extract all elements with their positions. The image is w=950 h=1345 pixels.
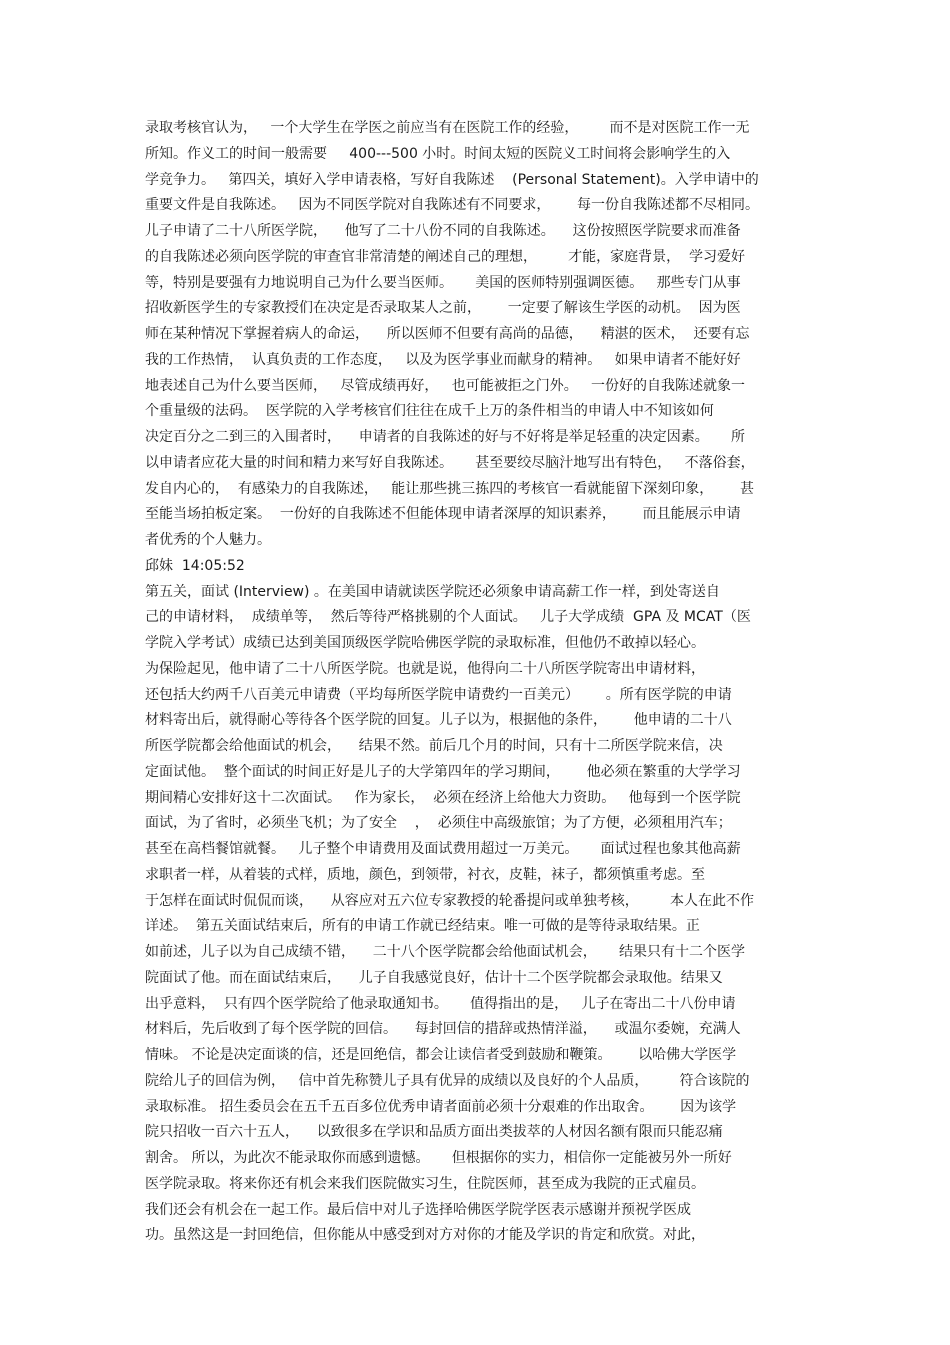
text-line: 于怎样在面试时侃侃而谈， 从容应对五六位专家教授的轮番提问或单独考核， 本人在此不作	[145, 892, 754, 909]
text-line: 儿子申请了二十八所医学院， 他写了二十八份不同的自我陈述。 这份按照医学院要求而准备	[145, 223, 741, 239]
text-line: 我的工作热情， 认真负责的工作态度， 以及为医学事业而献身的精神。 如果申请者不能好好	[145, 351, 741, 368]
text-line: 的自我陈述必须向医学院的审查官非常清楚的阐述自己的理想， 才能，家庭背景， 学习爱好	[145, 248, 746, 265]
text-line: 招收新医学生的专家教授们在决定是否录取某人之前， 一定要了解该生学医的动机。 因为医	[145, 300, 741, 317]
text-line: 录取考核官认为， 一个大学生在学医之前应当有在医院工作的经验， 而不是对医院工作一无	[145, 120, 750, 136]
text-line: 情味。 不论是决定面谈的信，还是回绝信，都会让读信者受到鼓励和鞭策。 以哈佛大学医学	[145, 1047, 737, 1063]
text-line: 重要文件是自我陈述。 因为不同医学院对自我陈述有不同要求， 每一份自我陈述都不尽相同。	[145, 197, 760, 214]
text-line: 如前述，儿子以为自己成绩不错， 二十八个医学院都会给他面试机会， 结果只有十二个医学	[145, 944, 746, 960]
text-line: 地表述自己为什么要当医师， 尽管成绩再好， 也可能被拒之门外。 一份好的自我陈述就象一	[145, 377, 746, 394]
text-line: 面试，为了省时，必须坐飞机；为了安全 ， 必须住中高级旅馆；为了方便，必须租用汽车；	[145, 815, 732, 832]
text-line: 院只招收一百六十五人， 以致很多在学识和品质方面出类拔萃的人材因名额有限而只能忍痛	[145, 1124, 723, 1141]
text-line: 功。虽然这是一封回绝信，但你能从中感受到对方对你的才能及学识的肯定和欣赏。对此，	[145, 1227, 705, 1244]
text-line: 期间精心安排好这十二次面试。 作为家长， 必须在经济上给他大力资助。 他每到一个医学院	[145, 789, 741, 806]
text-line: 为保险起见，他申请了二十八所医学院。也就是说，他得向二十八所医学院寄出申请材料，	[145, 660, 705, 677]
text-line: 出乎意料， 只有四个医学院给了他录取通知书。 值得指出的是， 儿子在寄出二十八份申请	[145, 995, 736, 1012]
text-line: 学竞争力。 第四关，填好入学申请表格，写好自我陈述 (Personal Statement)。入学申请中的	[145, 171, 759, 188]
text-line: 等，特别是要强有力地说明自己为什么要当医师。 美国的医师特别强调医德。 那些专门从事	[145, 274, 741, 291]
document-text-block	[145, 116, 815, 1249]
text-line: 以申请者应花大量的时间和精力来写好自我陈述。 甚至要绞尽脑汁地写出有特色， 不落俗套，	[145, 454, 755, 471]
text-line: 医学院录取。将来你还有机会来我们医院做实习生，住院医师，甚至成为我院的正式雇员。	[145, 1175, 705, 1192]
text-line: 己的申请材料， 成绩单等， 然后等待严格挑剔的个人面试。 儿子大学成绩 GPA 及 MCAT（医	[145, 609, 751, 626]
text-line: 所医学院都会给他面试的机会， 结果不然。前后几个月的时间，只有十二所医学院来信，决	[145, 738, 723, 754]
text-line: 第五关，面试 (Interview) 。在美国申请就读医学院还必须象申请高薪工作一样，到处寄送自	[145, 583, 720, 600]
text-line: 发自内心的， 有感染力的自我陈述， 能让那些挑三拣四的考核官一看就能留下深刻印象， 甚	[145, 480, 754, 497]
text-line: 我们还会有机会在一起工作。最后信中对儿子选择哈佛医学院学医表示感谢并预祝学医成	[145, 1201, 691, 1218]
text-line: 院面试了他。而在面试结束后， 儿子自我感觉良好，估计十二个医学院都会录取他。结果又	[145, 969, 723, 986]
text-line: 师在某种情况下掌握着病人的命运， 所以医师不但要有高尚的品德， 精湛的医术， 还要有忘	[145, 326, 750, 342]
text-line: 还包括大约两千八百美元申请费（平均每所医学院申请费约一百美元） 。所有医学院的申请	[145, 686, 732, 703]
text-line: 割舍。 所以，为此次不能录取你而感到遗憾。 但根据你的实力，相信你一定能被另外一所好	[145, 1150, 732, 1166]
text-line: 决定百分之二到三的入围者时， 申请者的自我陈述的好与不好将是举足轻重的决定因素。 所	[145, 429, 746, 445]
text-line: 所知。作义工的时间一般需要 400---500 小时。时间太短的医院义工时间将会影响学生的入	[145, 145, 731, 162]
text-line: 院给儿子的回信为例， 信中首先称赞儿子具有优异的成绩以及良好的个人品质， 符合该院的	[145, 1072, 750, 1089]
text-line: 录取标准。 招生委员会在五千五百多位优秀申请者面前必须十分艰难的作出取舍。 因为该学	[145, 1098, 737, 1115]
text-line: 个重量级的法码。 医学院的入学考核官们往往在成千上万的条件相当的申请人中不知该如何	[145, 403, 714, 420]
text-line: 学院入学考试）成绩已达到美国顶级医学院哈佛医学院的录取标准，但他仍不敢掉以轻心。	[145, 635, 705, 651]
text-line: 邱妹 14:05:52	[145, 557, 245, 574]
text-line: 材料后，先后收到了每个医学院的回信。 每封回信的措辞或热情洋溢， 或温尔委婉，充满人	[145, 1021, 741, 1038]
text-line: 求职者一样，从着装的式样，质地，颜色，到领带，衬衣，皮鞋，袜子，都须慎重考虑。至	[145, 866, 705, 883]
text-line: 者优秀的个人魅力。	[145, 532, 271, 548]
text-line: 材料寄出后，就得耐心等待各个医学院的回复。儿子以为，根据他的条件， 他申请的二十八	[145, 712, 732, 729]
text-line: 定面试他。 整个面试的时间正好是儿子的大学第四年的学习期间， 他必须在繁重的大学学习	[145, 763, 741, 780]
text-line: 甚至在高档餐馆就餐。 儿子整个申请费用及面试费用超过一万美元。 面试过程也象其他高薪	[145, 841, 741, 857]
text-line: 详述。 第五关面试结束后，所有的申请工作就已经结束。唯一可做的是等待录取结果。正	[145, 918, 700, 935]
text-line: 至能当场拍板定案。 一份好的自我陈述不但能体现申请者深厚的知识素养， 而且能展示申请	[145, 506, 741, 523]
